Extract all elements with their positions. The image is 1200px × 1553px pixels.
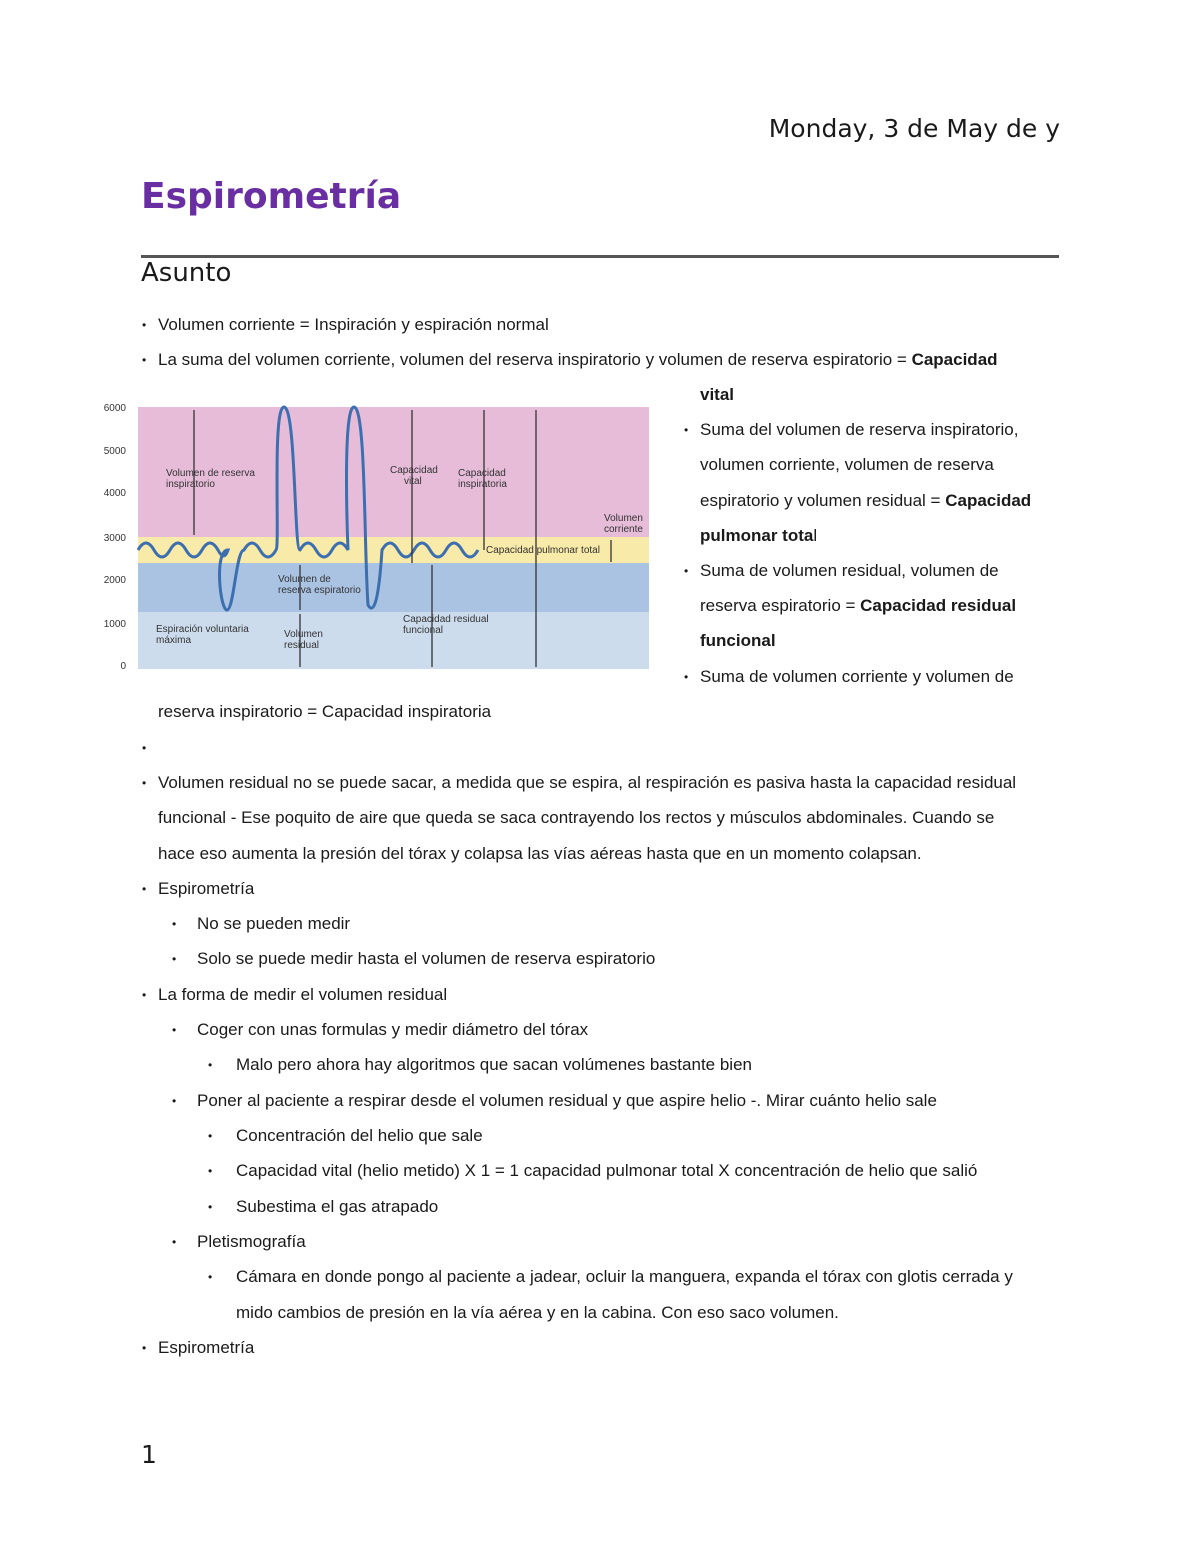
bullet-capacidad-inspiratoria-l2: reserva inspiratorio = Capacidad inspiratoria	[158, 702, 492, 721]
label-vc-2: vital	[404, 476, 422, 487]
ytick-6000: 6000	[103, 403, 126, 414]
bullet-capacidad-pulmonar-total: Suma del volumen de reserva inspiratorio,	[700, 420, 1019, 439]
bullet-volumen-corriente: Volumen corriente = Inspiración y espiración normal	[158, 315, 549, 334]
label-frc-1: Capacidad residual	[403, 614, 489, 625]
label-tlc: Capacidad pulmonar total	[486, 545, 600, 556]
bullet-marker: •	[208, 1200, 213, 1214]
bullet-marker: •	[684, 423, 689, 437]
bullet-marker: •	[142, 882, 147, 896]
ytick-3000: 3000	[103, 533, 126, 544]
label-rv-2: residual	[284, 640, 320, 651]
label-tv-2: corriente	[604, 524, 643, 535]
label-rv-1: Volumen	[284, 629, 323, 640]
bullet-capacidad-residual-funcional-l2: reserva espiratorio = Capacidad residual	[700, 596, 1017, 615]
title-divider	[141, 255, 1059, 258]
bullet-marker: •	[172, 917, 177, 931]
bullet-capacidad-pulmonar-total-l4: pulmonar total	[700, 526, 818, 545]
bullet-no-se-pueden-medir: No se pueden medir	[197, 914, 351, 933]
bullet-espirometria: Espirometría	[158, 879, 255, 898]
bullet-marker: •	[172, 1023, 177, 1037]
bullet-marker: •	[172, 1235, 177, 1249]
bullet-capacidad-pulmonar-total-l3: espiratorio y volumen residual = Capacidad	[700, 491, 1032, 510]
bullet-formula-helio: Capacidad vital (helio metido) X 1 = 1 capacidad pulmonar total X concentración de helio que salió	[236, 1161, 978, 1180]
ytick-2000: 2000	[103, 575, 126, 586]
ytick-0: 0	[120, 661, 126, 672]
bullet-volumen-residual-l2: funcional - Ese poquito de aire que queda se saca contrayendo los rectos y músculos abdominales. Cuando se	[158, 808, 995, 827]
bullet-volumen-residual-l3: hace eso aumenta la presión del tórax y colapsa las vías aéreas hasta que en un momento colapsan.	[158, 844, 922, 863]
bullet-marker: •	[172, 1094, 177, 1108]
bullet-concentracion-helio: Concentración del helio que sale	[236, 1126, 483, 1145]
label-tv-1: Volumen	[604, 513, 643, 524]
erv-region	[138, 563, 649, 612]
bullet-marker: •	[208, 1164, 213, 1178]
bullet-algoritmos: Malo pero ahora hay algoritmos que sacan volúmenes bastante bien	[236, 1055, 752, 1074]
label-max-exp-2: máxima	[156, 635, 192, 646]
ytick-4000: 4000	[103, 488, 126, 499]
label-erv-2: reserva espiratorio	[278, 585, 361, 596]
label-max-exp-1: Espiración voluntaria	[156, 624, 249, 635]
bullet-capacidad-inspiratoria: Suma de volumen corriente y volumen de	[700, 667, 1014, 686]
bullet-marker: •	[142, 318, 147, 332]
ytick-5000: 5000	[103, 446, 126, 457]
bullet-formulas-torax: Coger con unas formulas y medir diámetro del tórax	[197, 1020, 589, 1039]
bullet-capacidad-pulmonar-total-l2: volumen corriente, volumen de reserva	[700, 455, 994, 474]
bullet-volumen-residual: Volumen residual no se puede sacar, a medida que se espira, al respiración es pasiva hasta la capacidad residual	[158, 773, 1017, 792]
bullet-marker: •	[684, 670, 689, 684]
bullet-marker: •	[142, 353, 147, 367]
label-frc-2: funcional	[403, 625, 444, 636]
bullet-helio: Poner al paciente a respirar desde el volumen residual y que aspire helio -. Mirar cuánto helio sale	[197, 1091, 937, 1110]
bullet-marker: •	[208, 1058, 213, 1072]
label-ic-2: inspiratoria	[458, 479, 507, 490]
bullet-forma-de-medir: La forma de medir el volumen residual	[158, 985, 448, 1004]
label-irv-1: Volumen de reserva	[166, 468, 255, 479]
y-axis-ticks	[104, 403, 127, 672]
bullet-marker: •	[142, 988, 147, 1002]
bullet-marker-empty: •	[142, 741, 147, 755]
subject-heading: Asunto	[141, 258, 232, 288]
header-date: Monday, 3 de May de y	[768, 114, 1060, 143]
bullet-marker: •	[142, 776, 147, 790]
bullet-camara-l2: mido cambios de presión en la vía aérea y en la cabina. Con eso saco volumen.	[236, 1303, 839, 1322]
label-ic-1: Capacidad	[458, 468, 506, 479]
ytick-1000: 1000	[103, 619, 126, 630]
bullet-solo-se-puede-medir: Solo se puede medir hasta el volumen de reserva espiratorio	[197, 949, 656, 968]
bullet-marker: •	[208, 1129, 213, 1143]
bullet-capacidad-vital-cont: vital	[700, 385, 735, 404]
label-erv-1: Volumen de	[278, 574, 331, 585]
rv-region	[138, 612, 649, 669]
bullet-marker: •	[684, 564, 689, 578]
label-irv-2: inspiratorio	[166, 479, 215, 490]
bullet-marker: •	[208, 1270, 213, 1284]
bullet-capacidad-residual-funcional: Suma de volumen residual, volumen de	[700, 561, 999, 580]
bullet-camara: Cámara en donde pongo al paciente a jadear, ocluir la manguera, expanda el tórax con glotis cerrada y	[236, 1267, 1013, 1286]
page-title: Espirometría	[141, 176, 402, 217]
spirometry-chart	[86, 390, 652, 675]
bullet-capacidad-residual-funcional-l3: funcional	[700, 631, 776, 650]
bullet-gas-atrapado: Subestima el gas atrapado	[236, 1197, 439, 1216]
label-vc-1: Capacidad	[390, 465, 438, 476]
bullet-pletismografia: Pletismografía	[197, 1232, 306, 1251]
bullet-marker: •	[142, 1341, 147, 1355]
page-number: 1	[141, 1440, 157, 1469]
bullet-capacidad-vital: La suma del volumen corriente, volumen del reserva inspiratorio y volumen de reserva espiratorio = Capacidad	[158, 350, 998, 369]
bullet-espirometria-final: Espirometría	[158, 1338, 255, 1357]
bullet-marker: •	[172, 952, 177, 966]
